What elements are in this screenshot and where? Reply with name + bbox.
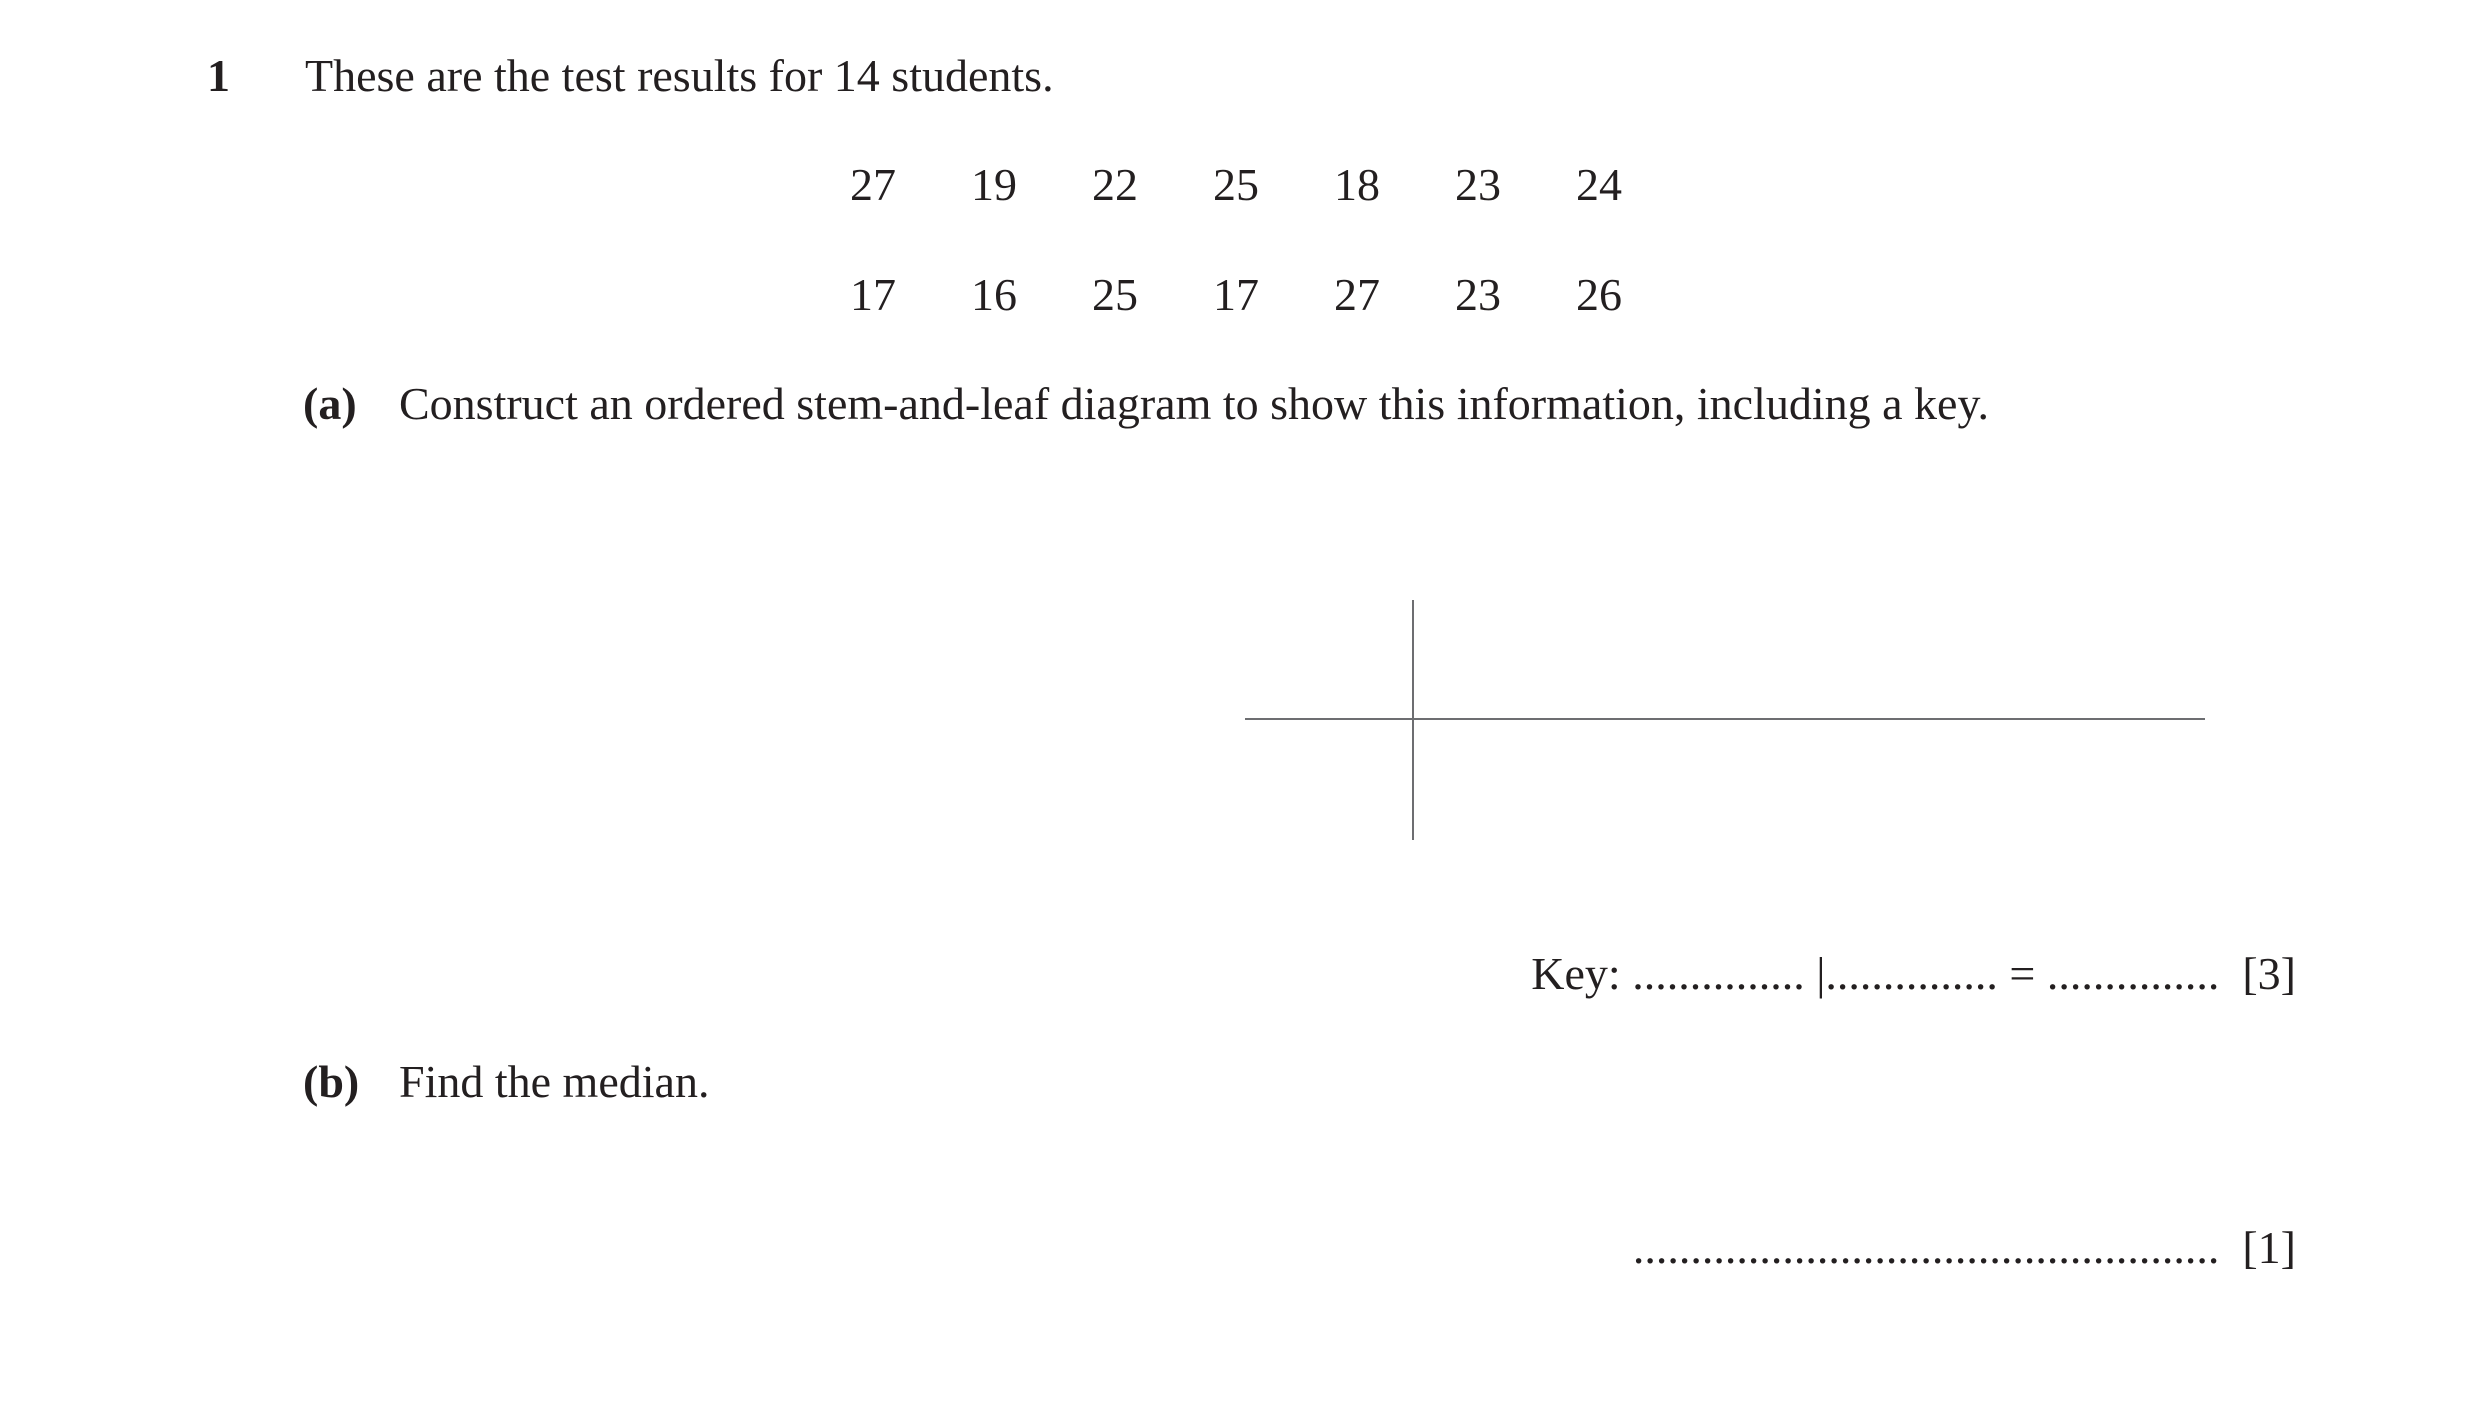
data-value: 23: [1455, 159, 1501, 210]
key-leaf-blank[interactable]: ...............: [1825, 948, 1998, 999]
data-value: 26: [1576, 269, 1622, 320]
part-b-marks: [1]: [2242, 1222, 2296, 1273]
key-answer-line: [1531, 944, 2296, 1004]
part-b-text: Find the median.: [399, 1056, 710, 1107]
stem-and-leaf-frame: [1245, 600, 2205, 840]
data-row-2: [850, 265, 1697, 325]
data-value: 25: [1213, 159, 1259, 210]
data-value: 17: [850, 269, 896, 320]
data-value: 18: [1334, 159, 1380, 210]
data-value: 25: [1092, 269, 1138, 320]
part-a-marks: [3]: [2242, 948, 2296, 999]
data-value: 16: [971, 269, 1017, 320]
part-a-text: Construct an ordered stem-and-leaf diagram to show this information, including a key.: [399, 378, 1989, 429]
question-intro: These are the test results for 14 students.: [305, 50, 1054, 101]
median-answer-line: [1633, 1218, 2296, 1278]
key-stem-blank[interactable]: ...............: [1632, 948, 1805, 999]
part-b-label: (b): [303, 1056, 360, 1107]
key-value-blank[interactable]: ...............: [2046, 948, 2220, 999]
data-value: 22: [1092, 159, 1138, 210]
data-value: 17: [1213, 269, 1259, 320]
data-row-1: [850, 155, 1697, 215]
data-value: 24: [1576, 159, 1622, 210]
data-value: 19: [971, 159, 1017, 210]
part-a-label: (a): [303, 378, 357, 429]
data-value: 27: [1334, 269, 1380, 320]
median-answer-blank[interactable]: ...................................................: [1632, 1222, 2220, 1273]
question-number: 1: [207, 50, 230, 101]
data-value: 27: [850, 159, 896, 210]
key-equals: =: [2009, 948, 2036, 999]
data-value: 23: [1455, 269, 1501, 320]
key-label: Key:: [1531, 948, 1621, 999]
key-separator: |: [1816, 948, 1826, 999]
